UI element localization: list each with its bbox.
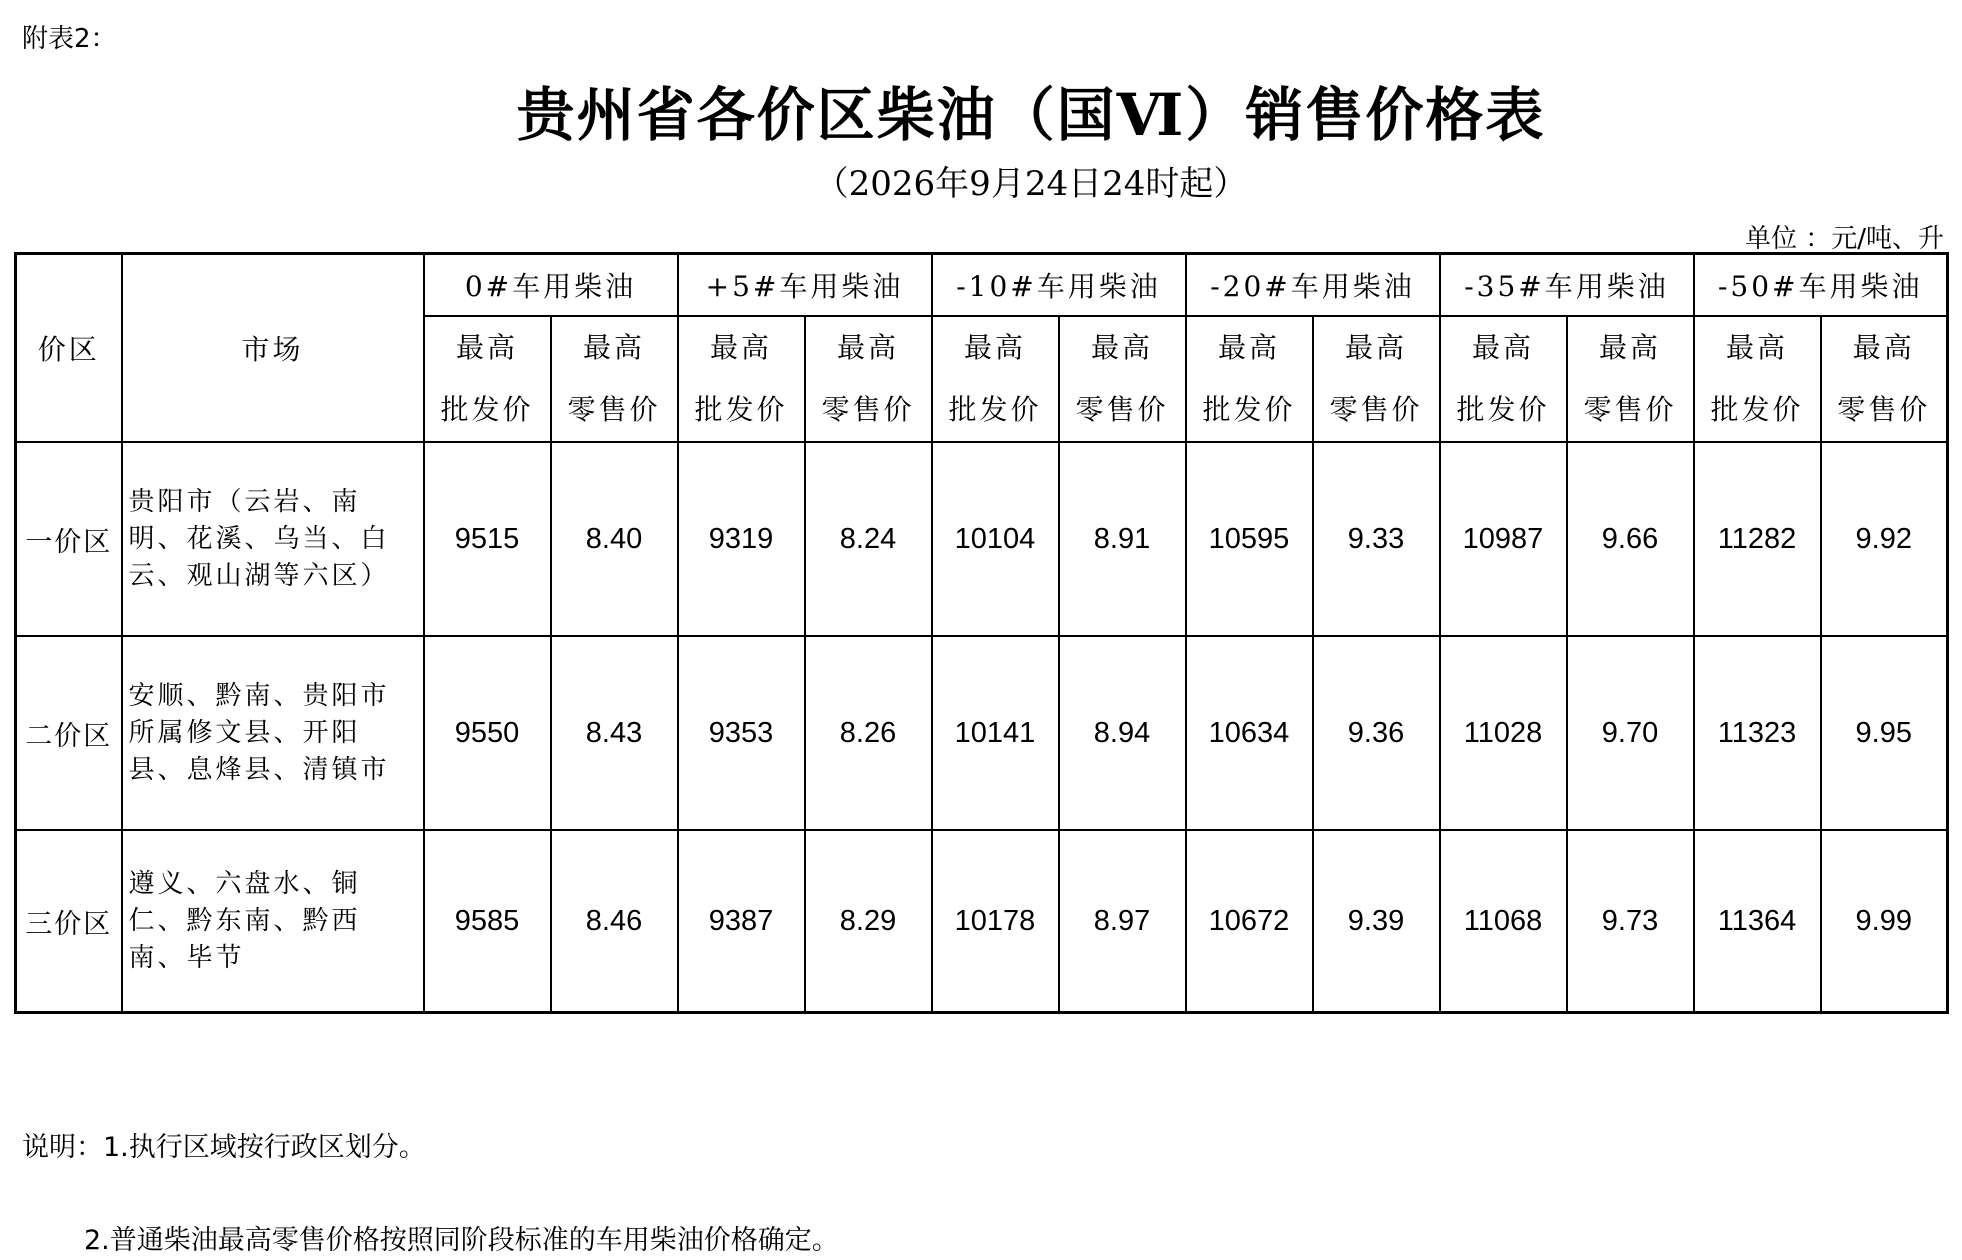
header-row-fuel-types [16,254,1948,317]
fuel-header-minus50: -50#车用柴油 [1694,254,1948,317]
price-cell: 9550 [424,636,551,830]
header-line: 最高 [1598,331,1661,364]
header-line: 最高 [709,331,772,364]
unit-label: 单位 ：元/吨、升 [1744,224,1944,254]
market-header: 市场 [122,254,424,443]
header-line: 零售价 [1329,393,1423,426]
zone-cell: 三价区 [16,830,122,1013]
diesel-price-table [14,252,1949,1014]
header-line: 最高 [1852,331,1915,364]
header-line: 批发价 [440,393,534,426]
appendix-label: 附表2： [22,24,117,54]
price-cell: 9.66 [1567,442,1694,636]
price-cell: 9353 [678,636,805,830]
price-cell: 11028 [1440,636,1567,830]
max-wholesale-price-header [1186,316,1313,442]
price-cell: 8.43 [551,636,678,830]
header-line: 零售价 [567,393,661,426]
header-line: 最高 [963,331,1026,364]
effective-date: （2026年9月24日24时起） [814,164,1248,204]
price-cell: 10634 [1186,636,1313,830]
price-cell: 11323 [1694,636,1821,830]
table-row [16,830,1948,1013]
market-cell: 安顺、黔南、贵阳市所属修文县、开阳县、息烽县、清镇市 [122,636,424,830]
price-cell: 10987 [1440,442,1567,636]
price-cell: 11068 [1440,830,1567,1013]
fuel-header-plus5: +5#车用柴油 [678,254,932,317]
table-row [16,636,1948,830]
price-cell: 8.94 [1059,636,1186,830]
price-cell: 9515 [424,442,551,636]
price-cell: 9.73 [1567,830,1694,1013]
price-cell: 8.29 [805,830,932,1013]
zone-cell: 二价区 [16,636,122,830]
header-line: 批发价 [694,393,788,426]
price-cell: 9.95 [1821,636,1948,830]
header-line: 批发价 [1710,393,1804,426]
fuel-header-minus10: -10#车用柴油 [932,254,1186,317]
price-cell: 8.24 [805,442,932,636]
header-line: 最高 [1471,331,1534,364]
price-cell: 10178 [932,830,1059,1013]
price-cell: 10104 [932,442,1059,636]
header-line: 零售价 [1583,393,1677,426]
price-cell: 11364 [1694,830,1821,1013]
header-line: 最高 [1725,331,1788,364]
header-line: 最高 [1090,331,1153,364]
max-wholesale-price-header [424,316,551,442]
max-retail-price-header [551,316,678,442]
price-cell: 9.33 [1313,442,1440,636]
header-line: 最高 [455,331,518,364]
fuel-header-minus35: -35#车用柴油 [1440,254,1694,317]
price-cell: 10595 [1186,442,1313,636]
header-line: 批发价 [1456,393,1550,426]
header-line: 零售价 [1837,393,1931,426]
table-row [16,442,1948,636]
max-retail-price-header [1059,316,1186,442]
max-retail-price-header [1567,316,1694,442]
price-cell: 9.70 [1567,636,1694,830]
price-cell: 9387 [678,830,805,1013]
note-1: 说明：1.执行区域按行政区划分。 [22,1132,426,1163]
price-cell: 8.46 [551,830,678,1013]
price-cell: 9585 [424,830,551,1013]
price-cell: 10141 [932,636,1059,830]
price-cell: 9.39 [1313,830,1440,1013]
price-cell: 11282 [1694,442,1821,636]
header-line: 最高 [1217,331,1280,364]
price-cell: 9.92 [1821,442,1948,636]
header-line: 最高 [1344,331,1407,364]
fuel-header-minus20: -20#车用柴油 [1186,254,1440,317]
header-line: 零售价 [821,393,915,426]
price-cell: 8.40 [551,442,678,636]
price-cell: 9.36 [1313,636,1440,830]
header-line: 最高 [582,331,645,364]
price-cell: 9319 [678,442,805,636]
max-wholesale-price-header [678,316,805,442]
price-cell: 8.97 [1059,830,1186,1013]
price-cell: 9.99 [1821,830,1948,1013]
header-line: 批发价 [1202,393,1296,426]
header-line: 最高 [836,331,899,364]
header-line: 批发价 [948,393,1042,426]
zone-cell: 一价区 [16,442,122,636]
max-wholesale-price-header [1440,316,1567,442]
max-wholesale-price-header [1694,316,1821,442]
zone-header: 价区 [16,254,122,443]
market-cell: 贵阳市（云岩、南明、花溪、乌当、白云、观山湖等六区） [122,442,424,636]
note-2: 2.普通柴油最高零售价格按照同阶段标准的车用柴油价格确定。 [84,1225,839,1256]
fuel-header-0: 0#车用柴油 [424,254,678,317]
price-cell: 8.91 [1059,442,1186,636]
max-retail-price-header [1821,316,1948,442]
max-wholesale-price-header [932,316,1059,442]
page-title: 贵州省各价区柴油（国Ⅵ）销售价格表 [516,81,1546,149]
market-cell: 遵义、六盘水、铜仁、黔东南、黔西南、毕节 [122,830,424,1013]
max-retail-price-header [1313,316,1440,442]
price-cell: 8.26 [805,636,932,830]
header-line: 零售价 [1075,393,1169,426]
max-retail-price-header [805,316,932,442]
price-cell: 10672 [1186,830,1313,1013]
